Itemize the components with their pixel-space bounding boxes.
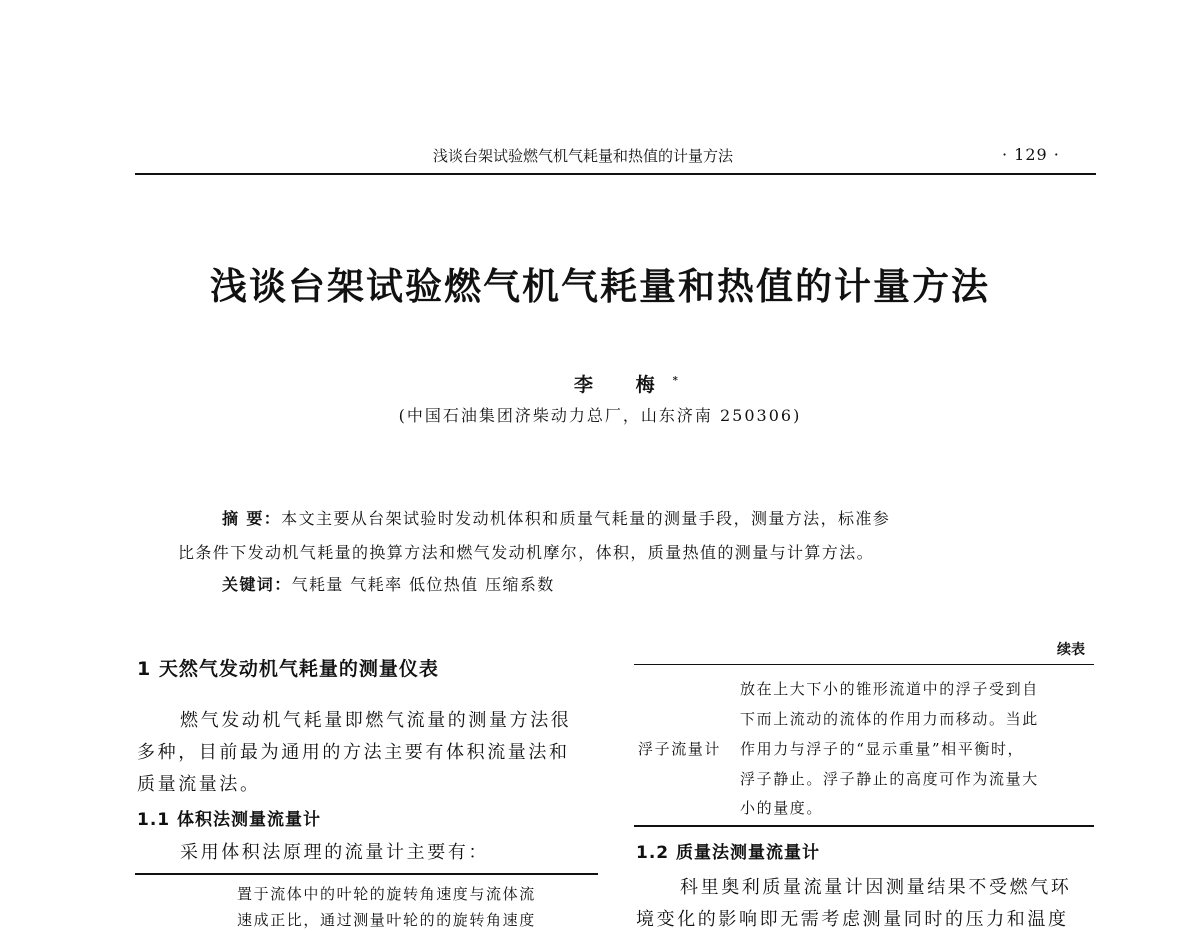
abstract-line-1	[222, 506, 890, 529]
continued-table-top-rule	[634, 664, 1094, 665]
float-meter-name: 浮子流量计	[638, 740, 722, 758]
author-name	[574, 370, 678, 397]
abstract-line-2: 比条件下发动机气耗量的换算方法和燃气发动机摩尔，体积，质量热值的测量与计算方法。	[178, 543, 875, 562]
table-row-1-line-1: 置于流体中的叶轮的旋转角速度与流体流	[237, 885, 536, 903]
author-affiliation: (中国石油集团济柴动力总厂，山东济南 250306)	[398, 406, 802, 425]
left-para-line-1: 燃气发动机气耗量即燃气流量的测量方法很	[180, 710, 572, 731]
subsection-1-2-heading: 1.2 质量法测量流量计	[636, 843, 821, 863]
float-desc-line-1: 放在上大下小的锥形流道中的浮子受到自	[740, 680, 1039, 698]
subsection-1-1-intro: 采用体积法原理的流量计主要有：	[180, 842, 489, 863]
right-para-line-2: 境变化的影响即无需考虑测量同时的压力和温度	[636, 909, 1069, 930]
keywords-text: 气耗量 气耗率 低位热值 压缩系数	[291, 575, 555, 594]
subsection-1-1-heading: 1.1 体积法测量流量计	[137, 810, 322, 830]
continued-table-label: 续表	[1057, 642, 1085, 658]
float-desc-line-4: 浮子静止。浮子静止的高度可作为流量大	[740, 770, 1039, 788]
float-desc-line-2: 下而上流动的流体的作用力而移动。当此	[740, 710, 1039, 728]
running-title: 浅谈台架试验燃气机气耗量和热值的计量方法	[433, 147, 734, 165]
author-footnote-mark: *	[672, 375, 678, 387]
right-para-line-1: 科里奥利质量流量计因测量结果不受燃气环	[680, 877, 1072, 898]
section-1-heading: 1 天然气发动机气耗量的测量仪表	[137, 658, 439, 680]
author-text: 李 梅	[574, 374, 673, 396]
article-title: 浅谈台架试验燃气机气耗量和热值的计量方法	[210, 265, 990, 308]
keywords-line	[222, 572, 555, 595]
abstract-text-1: 本文主要从台架试验时发动机体积和质量气耗量的测量手段，测量方法，标准参	[281, 509, 891, 528]
page-number: · 129 ·	[1002, 145, 1060, 164]
float-desc-line-3: 作用力与浮子的“显示重量”相平衡时，	[740, 740, 1025, 758]
abstract-label: 摘 要：	[222, 509, 282, 528]
continued-table-bottom-rule	[634, 825, 1094, 827]
left-para-line-2: 多种，目前最为通用的方法主要有体积流量法和	[137, 742, 570, 763]
float-desc-line-5: 小的量度。	[740, 799, 824, 817]
table-row-1-line-2: 速成正比，通过测量叶轮的的旋转角速度	[237, 911, 536, 929]
left-para-line-3: 质量流量法。	[137, 774, 261, 795]
keywords-label: 关键词：	[222, 575, 292, 594]
header-rule	[135, 173, 1096, 175]
table-top-rule	[135, 873, 598, 875]
